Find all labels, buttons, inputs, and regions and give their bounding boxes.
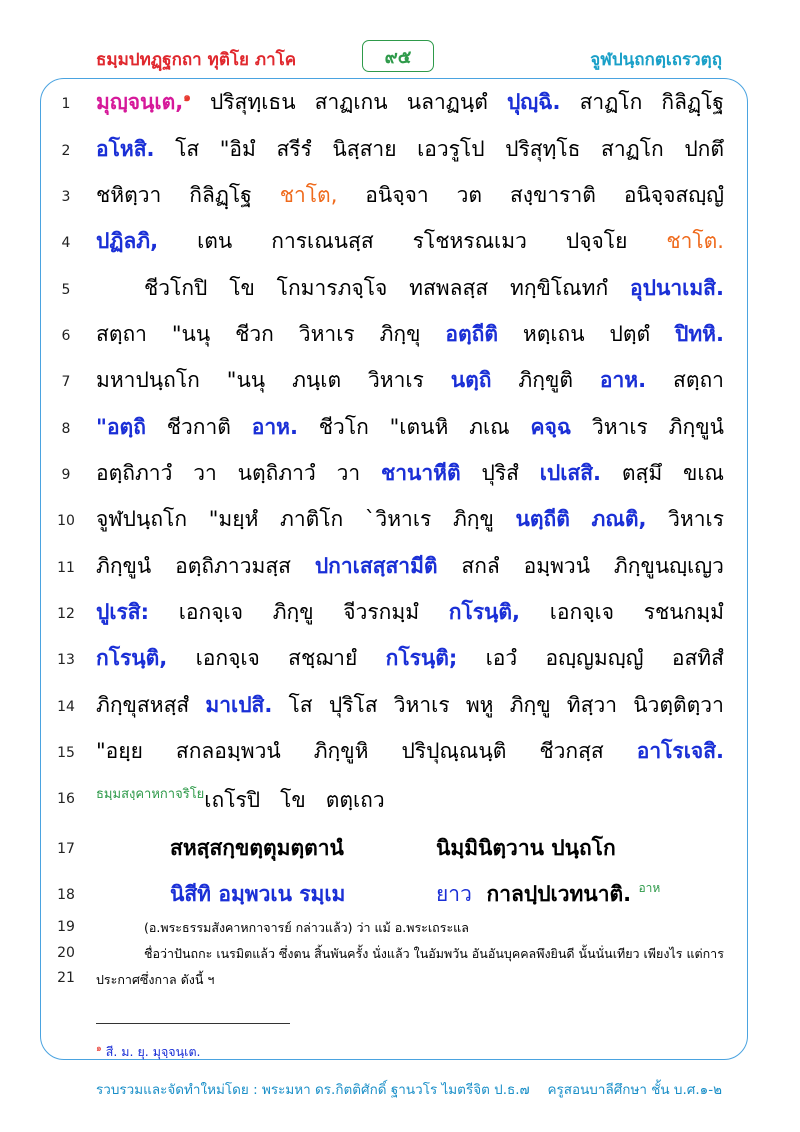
header-right-title: จูฬปนฺถกตฺเถรวตฺถุ: [590, 50, 722, 70]
word: กิลิฏฺโฐ: [189, 183, 252, 207]
line-number: 16: [57, 791, 75, 807]
word: ปุริโส: [328, 693, 378, 717]
word: ปริปุณฺณนฺติ: [401, 739, 507, 763]
word: ชีวกาติ: [166, 415, 231, 439]
footnote-rule: [96, 1023, 290, 1024]
word: ภิกฺขูหิ: [313, 739, 369, 763]
verb: อาห.: [599, 368, 647, 392]
word: สาฏโก: [601, 137, 664, 161]
word: ปุริสํ: [481, 461, 519, 485]
word: เอกจฺเจ: [195, 646, 260, 670]
word: ตตฺเถว: [325, 788, 385, 812]
pali-line-5: [96, 274, 724, 302]
word: วต: [456, 183, 483, 207]
word: สรีรํ: [276, 137, 312, 161]
word: อนิจฺจา: [365, 183, 429, 207]
word: อตฺถิภาวํ: [96, 461, 173, 485]
word: ปจฺจโย: [565, 229, 628, 253]
line-number: 4: [61, 235, 71, 251]
line-number: 14: [57, 699, 75, 715]
verb: เปเสสิ.: [539, 461, 602, 485]
verb: นิสีทิ อมฺพวเน รมฺเม: [170, 882, 346, 906]
pali-line-7: [96, 366, 724, 394]
word: ภิกฺขุ: [379, 322, 421, 346]
footnote-text: สี. ม. ยุ. มุจฺจนฺเต.: [105, 1044, 201, 1059]
pali-line-13: [96, 644, 724, 672]
word: ปกตึ: [684, 137, 724, 161]
word: นิสฺสาย: [332, 137, 397, 161]
line-number: 19: [57, 919, 75, 935]
word: เอกจฺเจ: [178, 600, 243, 624]
word: สกลอมฺพวนํ: [175, 739, 281, 763]
verse-line-1a: สหสฺสกฺขตฺตุมตฺตานํ: [170, 836, 344, 860]
word: อนิจฺจสญฺญํ: [623, 183, 724, 207]
pali-line-10: [96, 505, 724, 533]
verb: ภณติ,: [591, 507, 647, 531]
line-number: 21: [57, 970, 75, 986]
word: ภิกฺขู: [272, 600, 314, 624]
pali-line-2: [96, 135, 724, 163]
word: อญฺญมญฺญํ: [545, 646, 644, 670]
word: วิหาเร: [591, 415, 648, 439]
verb: กโรนฺติ,: [448, 600, 521, 624]
word: วา: [193, 461, 217, 485]
word: ชีวโก: [318, 415, 369, 439]
thai-translation-line-2: ชื่อว่าปันถกะ เนรมิตแล้ว ซึ่งตน สิ้นพันครั้ง นั่งแล้ว ในอัมพวัน อันอันบุคคลพึงยินดี นั้นนั่นเทียว เพียงไร แต่การ: [144, 946, 724, 961]
verb: "อตฺถิ: [96, 415, 146, 439]
word: ภิกฺขุสหสฺสํ: [96, 693, 190, 717]
word: อตฺถิภาวมสฺส: [175, 554, 291, 578]
word: โส: [175, 137, 200, 161]
word: ชีวโกปิ: [144, 276, 208, 300]
line-number: 8: [61, 421, 71, 437]
word: วิหาเร: [367, 368, 424, 392]
speaker-note: อาห: [638, 881, 661, 895]
word: "เตนหิ: [389, 415, 449, 439]
word: ภิกฺขู: [509, 693, 551, 717]
verse-line-2b: [436, 878, 660, 911]
word: โกมารภจฺโจ: [276, 276, 388, 300]
word: โข: [280, 788, 306, 812]
word: ปริสุทฺเธน: [209, 90, 296, 114]
word: ทกฺขิโณทกํ: [509, 276, 609, 300]
word: เตน: [197, 229, 233, 253]
word: ภนฺเต: [292, 368, 342, 392]
word: "อยฺย: [96, 739, 143, 763]
verb: คจฺฉ: [530, 415, 572, 439]
word: นตฺถิภาวํ: [237, 461, 316, 485]
verb: นตฺถิ: [450, 368, 492, 392]
word: สงฺขาราติ: [509, 183, 596, 207]
line-number: 9: [61, 467, 71, 483]
word: ทสพลสฺส: [409, 276, 489, 300]
line-number: 7: [61, 374, 71, 390]
thai-translation-line-1: (อ.พระธรรมสังคาหกาจารย์ กล่าวแล้ว) ว่า แม้ อ.พระเถระแล: [144, 920, 469, 935]
word: ยาว: [436, 882, 472, 906]
word: ชาโต,: [279, 183, 338, 207]
verb: ปิทหิ.: [675, 322, 724, 346]
verse-line-1b: นิมฺมินิตฺวาน ปนฺถโก: [436, 836, 616, 860]
word: สกลํ: [461, 554, 500, 578]
word: สาฏโก: [579, 90, 643, 114]
line-number: 3: [61, 189, 71, 205]
word: กิลิฏฺโฐ: [661, 90, 724, 114]
verse-line-2a: [170, 878, 345, 911]
word: ภิกฺขูนํ: [96, 554, 152, 578]
word: โส: [288, 693, 313, 717]
word: ปริสุทฺโธ: [505, 137, 581, 161]
word: ภเณ: [469, 415, 510, 439]
word: วิหาเร: [393, 693, 450, 717]
pali-line-8: [96, 413, 724, 441]
word: เอวรูโป: [417, 137, 485, 161]
verb: ชานาหีติ: [380, 461, 461, 485]
word: ชาโต.: [666, 229, 724, 253]
word: โข: [229, 276, 255, 300]
verb: อาห.: [251, 415, 298, 439]
verb: อุปนาเมสิ.: [630, 276, 724, 300]
verb: นตฺถีติ: [515, 507, 570, 531]
pali-line-6: [96, 320, 724, 348]
footer-compiler: รวบรวมและจัดทำใหม่โดย : พระมหา ดร.กิตติศักดิ์ ฐานวโร ไมตรีจิต ป.ธ.๗: [96, 1082, 530, 1098]
word: วา: [336, 461, 361, 485]
footer-course: ครูสอนบาลีศึกษา ชั้น บ.ศ.๑-๒: [547, 1082, 722, 1098]
word: ขเณ: [682, 461, 724, 485]
word: นิวตฺติตฺวา: [633, 693, 724, 717]
verb: อตฺถีติ: [445, 322, 498, 346]
word: กาลปฺปเวทนาติ.: [486, 882, 632, 906]
word: เอกจฺเจ: [549, 600, 614, 624]
word: อมฺพวนํ: [523, 554, 591, 578]
line-number: 15: [57, 745, 75, 761]
verb: ปูเรสิ:: [96, 600, 150, 624]
word: ปตฺตํ: [609, 322, 651, 346]
word: จูฬปนฺถโก: [96, 507, 188, 531]
line-number: 6: [61, 328, 71, 344]
page-number: ๙๕: [362, 40, 434, 72]
word: "มยฺหํ: [208, 507, 259, 531]
verb: อโหสิ.: [96, 137, 155, 161]
word: ภิกฺขู: [452, 507, 494, 531]
word: การเณนสฺส: [271, 229, 374, 253]
line-number: 12: [57, 606, 75, 622]
line-number: 20: [57, 945, 75, 961]
line-number: 5: [61, 282, 71, 298]
line-number: 18: [57, 887, 75, 903]
word: `วิหาเร: [364, 507, 432, 531]
word: สชฺฌายํ: [288, 646, 358, 670]
pali-line-1: [96, 88, 724, 119]
word: ชหิตฺวา: [96, 183, 162, 207]
word: มหาปนฺถโก: [96, 368, 200, 392]
word: อสทิสํ: [671, 646, 724, 670]
word: ภิกฺขูติ: [518, 368, 573, 392]
word: ทิสฺวา: [566, 693, 618, 717]
verb: อาโรเจสิ.: [636, 739, 724, 763]
word: เอวํ: [485, 646, 518, 670]
word: ชีวก: [235, 322, 274, 346]
line-number: 13: [57, 652, 75, 668]
word: พหู: [465, 693, 494, 717]
header-left-title: ธมฺมปทฏฺฐกถา ทุติโย ภาโค: [96, 50, 297, 70]
word: สาฏเกน: [314, 90, 388, 114]
line-number: 17: [57, 841, 75, 857]
verb: มาเปสิ.: [205, 693, 273, 717]
line-number: 10: [57, 513, 75, 529]
pali-line-9: [96, 459, 724, 487]
word: หตฺเถน: [522, 322, 585, 346]
speaker-note: ธมฺมสงฺคาหกาจริโย: [96, 787, 205, 802]
word: ภาติโก: [280, 507, 344, 531]
pali-line-14: [96, 691, 724, 719]
word: วิหาเร: [298, 322, 355, 346]
word: ภิกฺขูนํ: [668, 415, 724, 439]
verb: กโรนฺติ;: [385, 646, 458, 670]
word: "นนุ: [171, 322, 211, 346]
line-number: 1: [61, 96, 71, 112]
thai-translation-line-3: ประกาศซึ่งกาล ดังนี้ ฯ: [96, 972, 215, 987]
word: เถโรปิ: [204, 788, 261, 812]
pali-line-15: [96, 737, 724, 765]
verb: ปกาเสสฺสามีติ: [314, 554, 438, 578]
word: มุญฺจนฺเต,$^๑$: [96, 90, 191, 114]
verb: กโรนฺติ,: [96, 646, 168, 670]
word: ชีวกสฺส: [539, 739, 604, 763]
pali-line-16: [96, 786, 724, 818]
footnote: [96, 1042, 201, 1062]
word: นลาฏนฺตํ: [406, 90, 488, 114]
footnote-mark: ๑: [96, 1044, 102, 1054]
word: จีวรกมฺมํ: [343, 600, 420, 624]
verb: ปฏิลภิ,: [96, 229, 159, 253]
word: ตสฺมึ: [621, 461, 663, 485]
word: รชนกมฺมํ: [643, 600, 724, 624]
word: วิหาเร: [668, 507, 724, 531]
word: รโชหรณเมว: [412, 229, 527, 253]
pali-line-3: [96, 181, 724, 209]
line-number: 11: [57, 560, 75, 576]
word: ภิกฺขูนญฺเญว: [613, 554, 724, 578]
verb: ปุญฺฉิ.: [506, 90, 561, 114]
word: สตฺถา: [673, 368, 724, 392]
pali-line-12: [96, 598, 724, 626]
line-number: 2: [61, 143, 71, 159]
word: สตฺถา: [96, 322, 147, 346]
word: "นนุ: [226, 368, 266, 392]
word: "อิมํ: [219, 137, 256, 161]
pali-line-4: [96, 227, 724, 255]
pali-line-11: [96, 552, 724, 580]
